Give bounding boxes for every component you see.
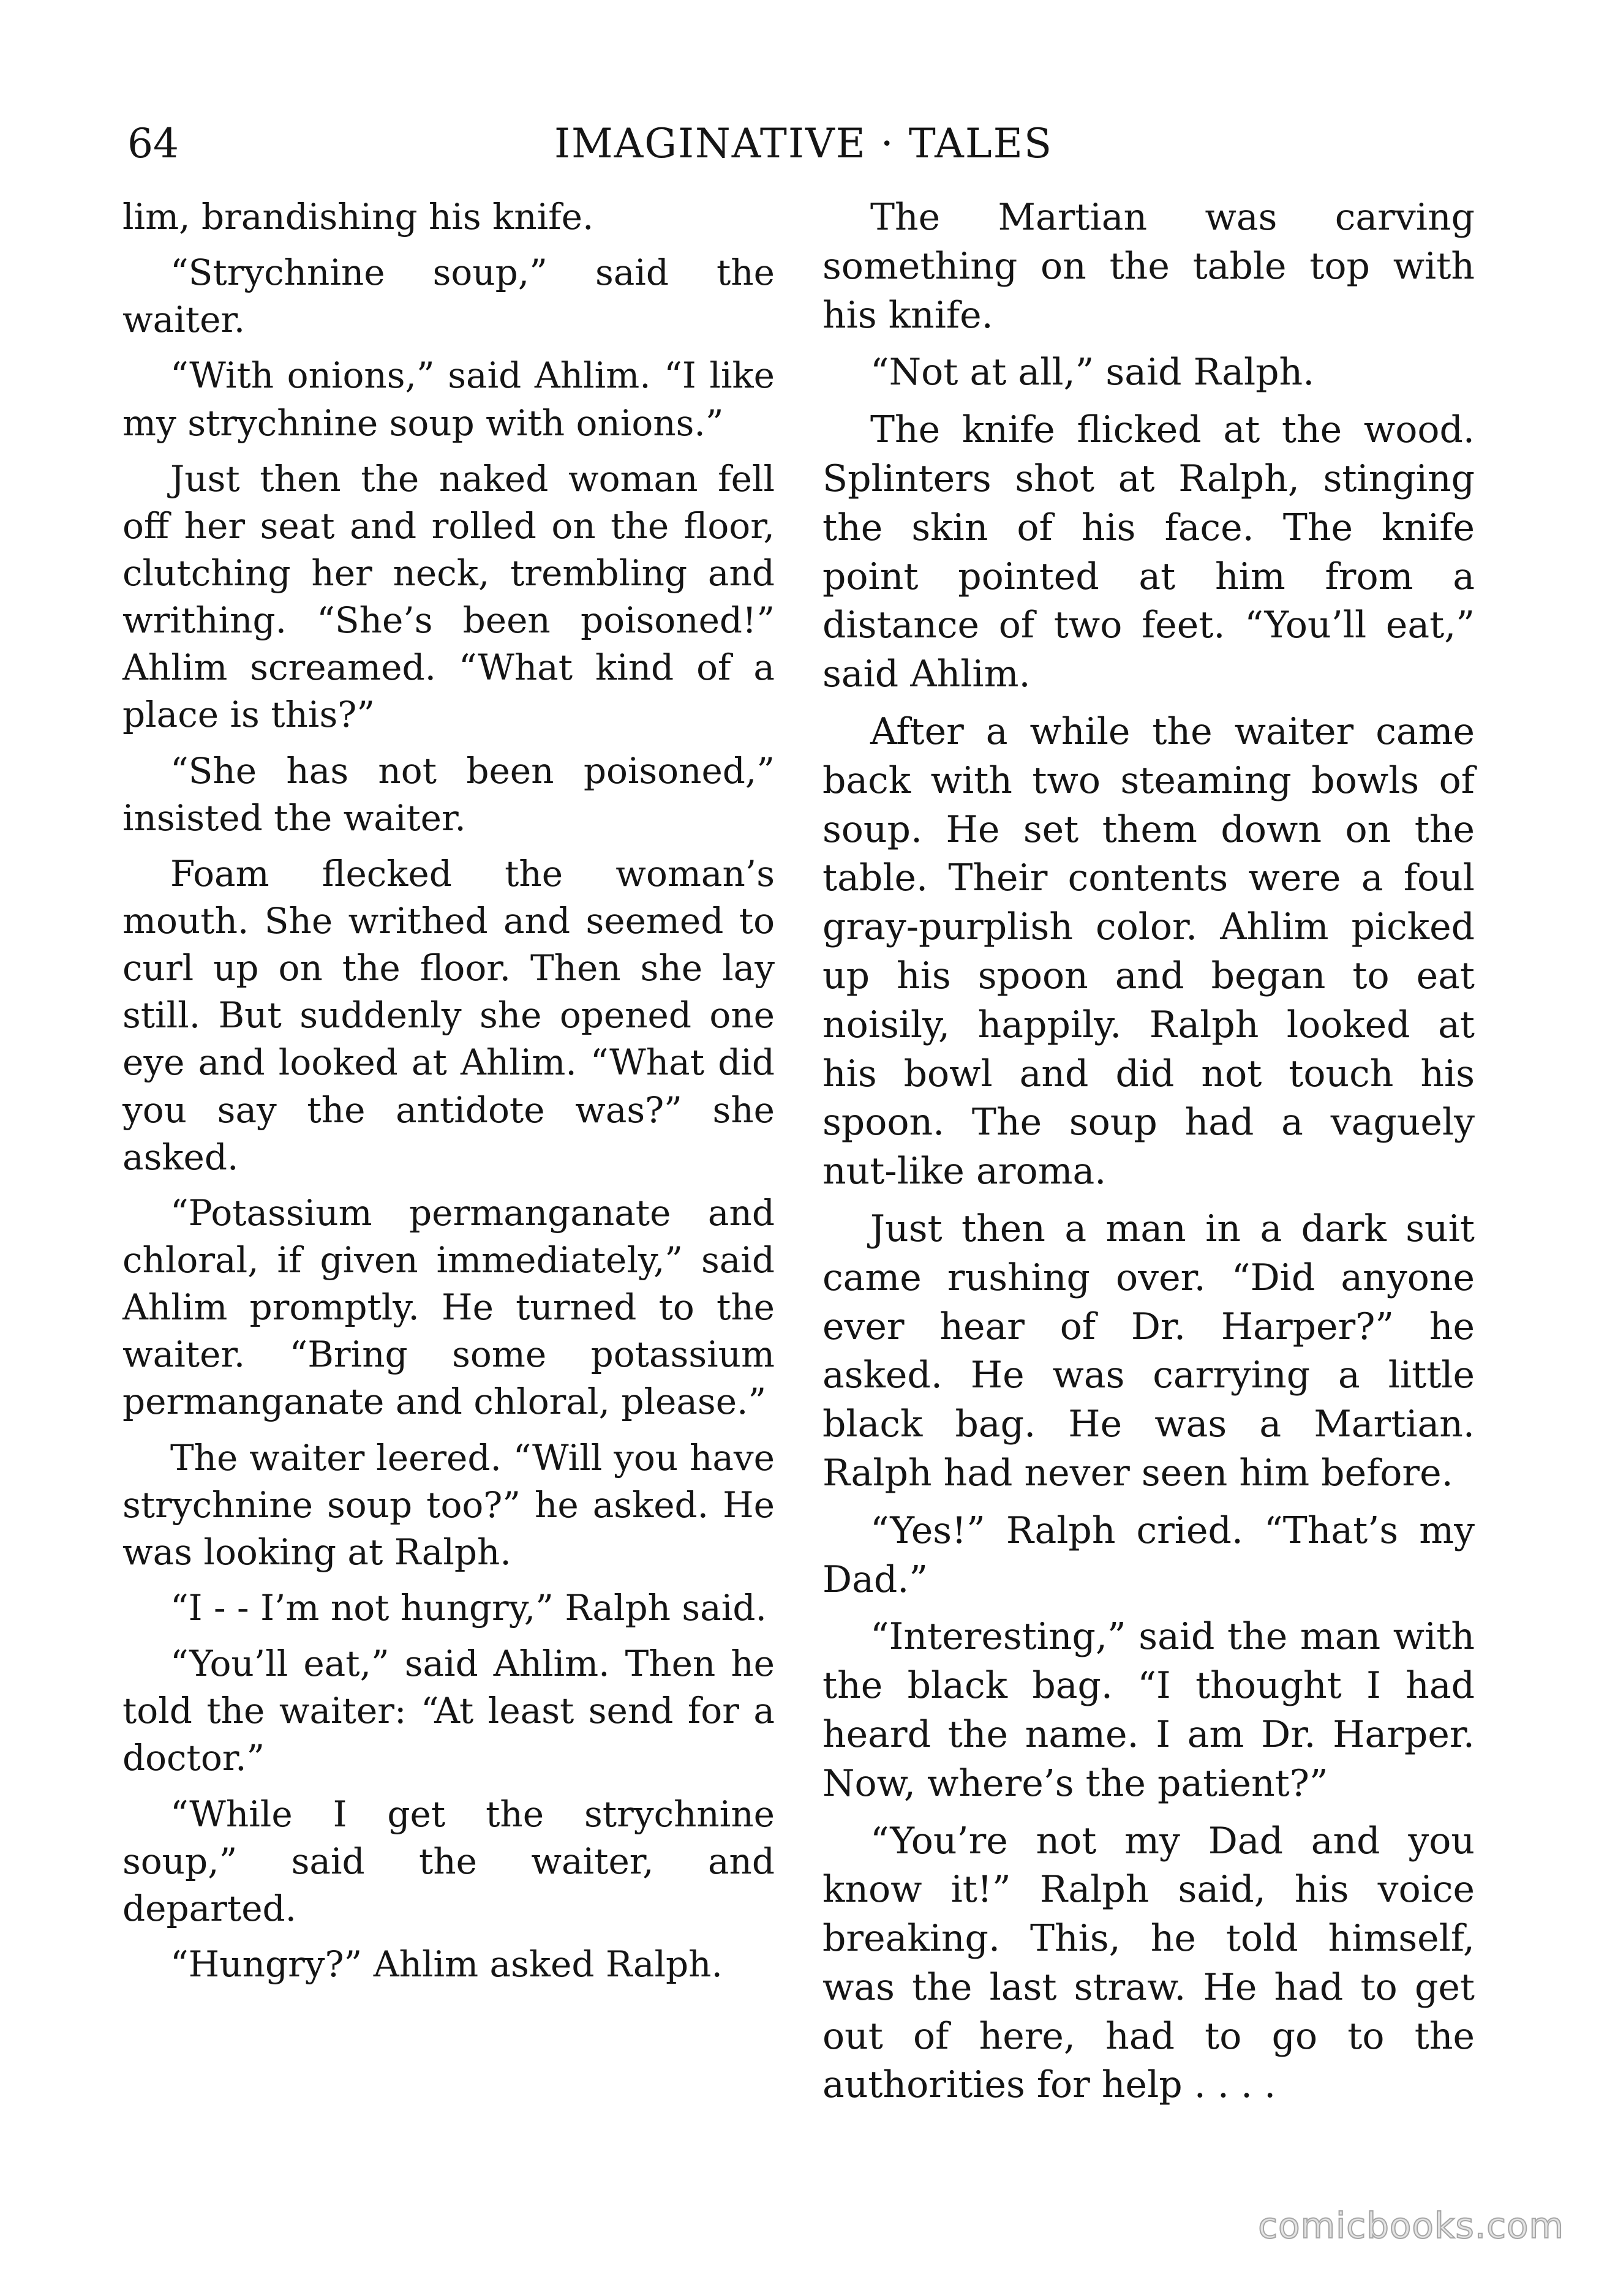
paragraph: “Strychnine soup,” said the waiter. [122,252,775,341]
paragraph: “Hungry?” Ahlim asked Ralph. [170,1943,723,1985]
paragraph: “Potassium permanganate and chloral, if given immediately,” said Ahlim promptly. He turned to the waiter. “Bring some potassium permanganate and chloral, please.” [122,1191,775,1423]
paragraph: “I - - I’m not hungry,” Ralph said. [170,1586,767,1629]
paragraph: “She has not been poisoned,” insisted the waiter. [122,749,775,839]
paragraph: “Interesting,” said the man with the black bag. “I thought I had heard the name. I am Dr. Harper. Now, where’s the patient?” [822,1615,1475,1805]
left-column [122,193,775,1997]
right-column [822,193,1475,2118]
page-header [0,116,1607,171]
paragraph: Just then the naked woman fell off her seat and rolled on the floor, clutching her neck, trembling and writhing. “She’s been poisoned!” Ahlim screamed. “What kind of a place is this?” [122,457,775,736]
paragraph: “Not at all,” said Ralph. [870,351,1315,394]
paragraph: “You’re not my Dad and you know it!” Ralph said, his voice breaking. This, he told himself, was the last straw. He had to get out of here, had to go to the authorities for help . . . . [822,1819,1475,2107]
paragraph: “Yes!” Ralph cried. “That’s my Dad.” [822,1509,1475,1601]
paragraph: lim, brandishing his knife. [122,196,594,238]
paragraph: The Martian was carving something on the table top with his knife. [822,196,1475,337]
paragraph: Foam flecked the woman’s mouth. She writhed and seemed to curl up on the floor. Then she lay still. But suddenly she opened one eye and looked at Ahlim. “What did you say the antidote was?” she asked. [122,852,775,1178]
paragraph: “While I get the strychnine soup,” said the waiter, and departed. [122,1793,775,1929]
paragraph: Just then a man in a dark suit came rushing over. “Did anyone ever hear of Dr. Harper?” he asked. He was carrying a little black bag. He was a Martian. Ralph had never seen him before. [822,1207,1475,1495]
paragraph: The knife flicked at the wood. Splinters shot at Ralph, stinging the skin of his face. The knife point pointed at him from a distance of two feet. “You’ll eat,” said Ahlim. [822,408,1475,696]
paragraph: “With onions,” said Ahlim. “I like my strychnine soup with onions.” [122,355,775,444]
page-number: 64 [127,120,179,167]
watermark: comicbooks.com [1258,2205,1564,2246]
paragraph: After a while the waiter came back with two steaming bowls of soup. He set them down on the table. Their contents were a foul gray-purplish color. Ahlim picked up his spoon and began to eat noisily, happily. Ralph looked at his bowl and did not touch his spoon. The soup had a vaguely nut-like aroma. [822,710,1475,1193]
running-title: IMAGINATIVE · TALES [554,120,1053,167]
paragraph: The waiter leered. “Will you have strychnine soup too?” he asked. He was looking at Ralph. [122,1436,775,1573]
paragraph: “You’ll eat,” said Ahlim. Then he told the waiter: “At least send for a doctor.” [122,1643,775,1779]
